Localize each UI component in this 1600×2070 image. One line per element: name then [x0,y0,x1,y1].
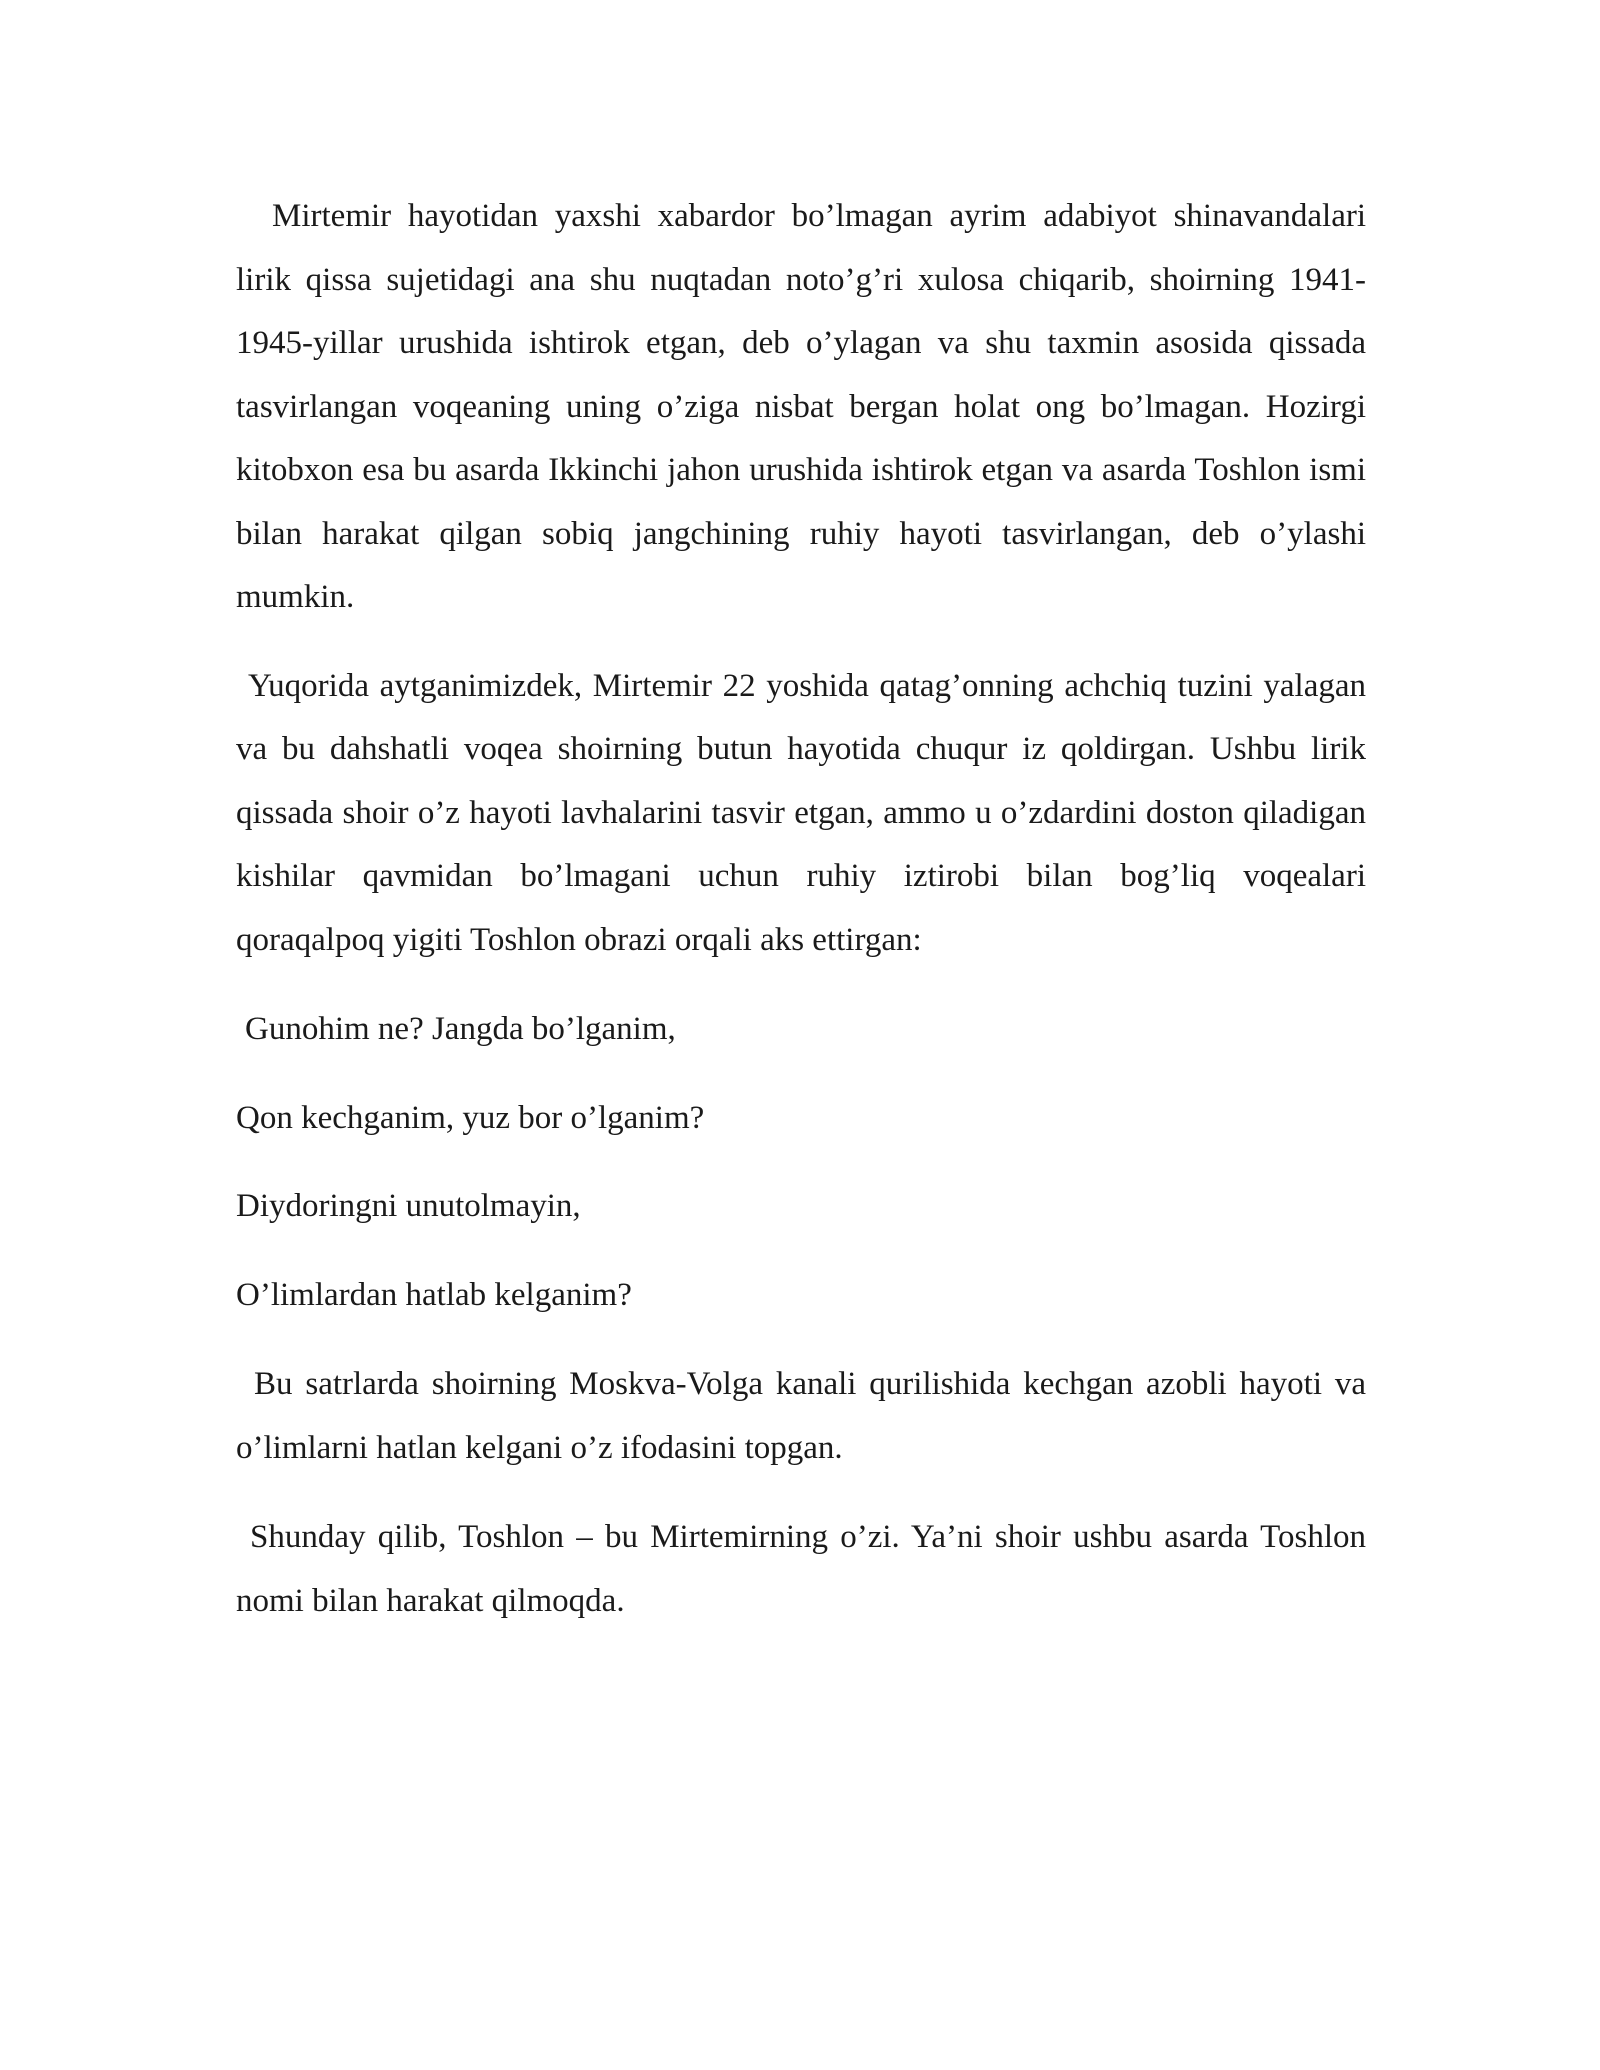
verse-line-3: Diydoringni unutolmayin, [236,1188,581,1224]
paragraph-1: Mirtemir hayotidan yaxshi xabardor bo’lmagan ayrim adabiyot shinavandalari lirik qissa sujetidagi ana shu nuqtadan noto’g’ri xulosa chiqarib, shoirning 1941-1945-yillar urushida ishtirok etgan, deb o’ylagan va shu taxmin asosida qissada tasvirlangan voqeaning uning o’ziga nisbat bergan holat ong bo’lmagan. Hozirgi kitobxon esa bu asarda Ikkinchi jahon urushida ishtirok etgan va asarda Toshlon ismi bilan harakat qilgan sobiq jangchining ruhiy hayoti tasvirlangan, deb o’ylashi mumkin. [236,198,1366,615]
paragraph-2: Yuqorida aytganimizdek, Mirtemir 22 yoshida qatag’onning achchiq tuzini yalagan va bu dahshatli voqea shoirning butun hayotida chuqur iz qoldirgan. Ushbu lirik qissada shoir o’z hayoti lavhalarini tasvir etgan, ammo u o’zdardini doston qiladigan kishilar qavmidan bo’lmagani uchun ruhiy iztirobi bilan bog’liq voqealari qoraqalpoq yigiti Toshlon obrazi orqali aks ettirgan: [236,667,1366,958]
paragraph-3: Bu satrlarda shoirning Moskva-Volga kanali qurilishida kechgan azobli hayoti va o’limlarni hatlan kelgani o’z ifodasini topgan. [236,1366,1366,1466]
paragraph-4: Shunday qilib, Toshlon – bu Mirtemirning o’zi. Ya’ni shoir ushbu asarda Toshlon nomi bilan harakat qilmoqda. [236,1519,1366,1619]
document-body [236,185,1366,1633]
verse-line-1: Gunohim ne? Jangda bo’lganim, [245,1011,676,1047]
verse-line-4: O’limlardan hatlab kelganim? [236,1276,632,1313]
verse-line-2: Qon kechganim, yuz bor o’lganim? [236,1099,705,1136]
